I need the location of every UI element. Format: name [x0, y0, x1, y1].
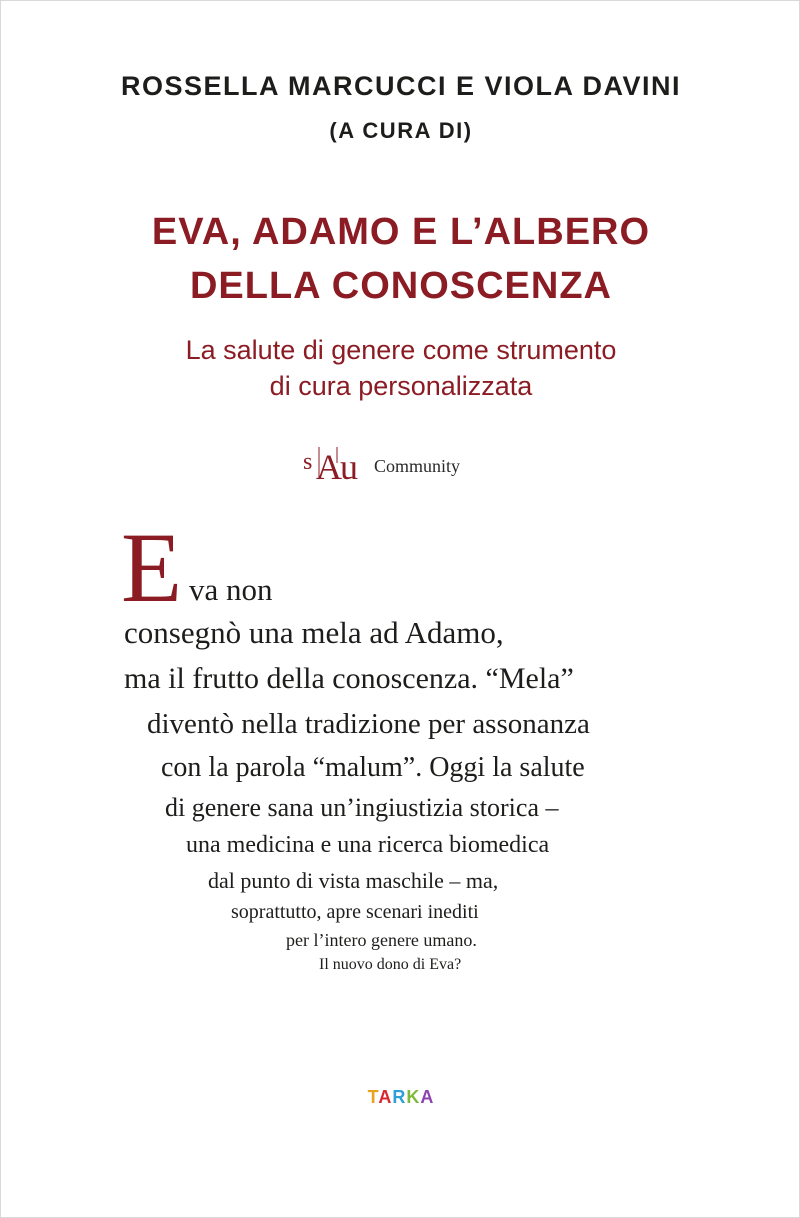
blurb-line-8: dal punto di vista maschile – ma,	[208, 868, 499, 893]
blurb-line-2: consegnò una mela ad Adamo,	[124, 615, 504, 650]
publisher-letter-t: T	[367, 1087, 379, 1107]
publisher-logo	[1, 1087, 800, 1108]
publisher-letter-r: R	[392, 1087, 407, 1107]
svg-text:u: u	[340, 447, 358, 483]
blurb-line-4: diventò nella tradizione per assonanza	[147, 708, 590, 740]
svg-text:s: s	[303, 449, 313, 475]
subtitle-line-1: La salute di genere come strumento	[185, 335, 617, 365]
title-line-2: DELLA CONOSCENZA	[189, 265, 613, 307]
sau-logo-mark	[299, 443, 371, 483]
publisher-letter-a2: A	[420, 1087, 435, 1107]
authors: ROSSELLA MARCUCCI E VIOLA DAVINI	[120, 71, 681, 101]
blurb-line-5: con la parola “malum”. Oggi la salute	[161, 752, 585, 783]
drop-cap: E	[121, 512, 183, 623]
publisher-letter-k: K	[406, 1087, 421, 1107]
blurb-line-1: va non	[189, 572, 273, 607]
blurb-line-10: per l’intero genere umano.	[286, 930, 477, 950]
series-logo-label: Community	[374, 456, 461, 476]
blurb-line-6: di genere sana un’ingiustizia storica –	[165, 793, 559, 822]
editors-note: (A CURA DI)	[329, 118, 473, 143]
blurb-line-7: una medicina e una ricerca biomedica	[186, 832, 550, 858]
subtitle-line-2: di cura personalizzata	[269, 371, 533, 401]
publisher-letter-a: A	[378, 1087, 393, 1107]
svg-text:A: A	[316, 447, 342, 483]
blurb-line-9: soprattutto, apre scenari inediti	[231, 901, 479, 923]
blurb-line-3: ma il frutto della conoscenza. “Mela”	[124, 662, 574, 695]
title-line-1: EVA, ADAMO E L’ALBERO	[151, 211, 651, 253]
blurb-line-11: Il nuovo dono di Eva?	[319, 956, 462, 973]
